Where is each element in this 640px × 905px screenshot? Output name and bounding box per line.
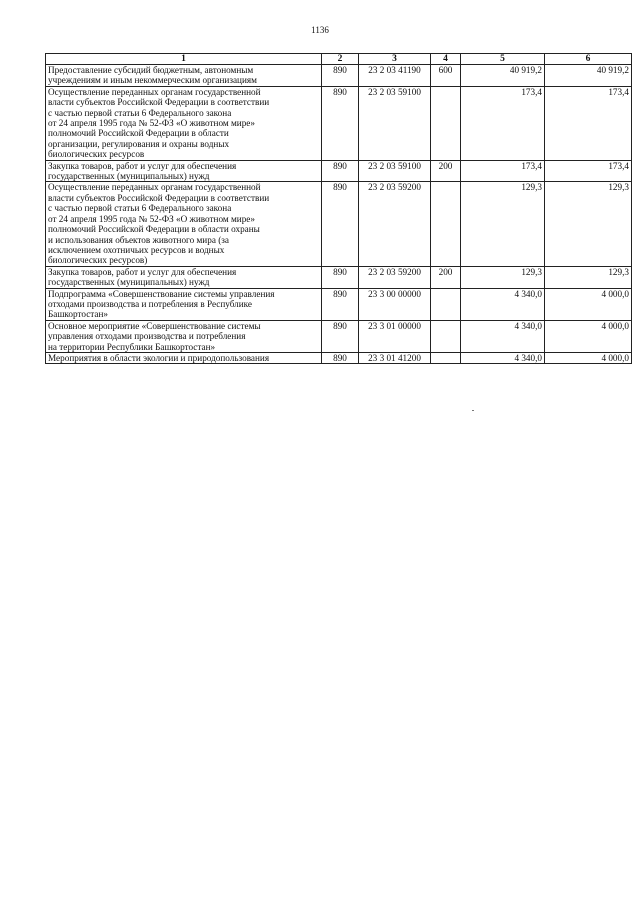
cell-name-line: с частью первой статьи 6 Федерального закона [48, 203, 232, 214]
cell-value2: 129,3 [545, 266, 632, 288]
column-header-value1: 5 [461, 54, 545, 65]
cell-name-line: отходами производства и потребления в Республике [48, 298, 252, 309]
cell-type: 200 [431, 160, 461, 182]
cell-section: 23 2 03 41190 [359, 65, 431, 87]
cell-type [431, 320, 461, 352]
cell-name-line: Башкортостан» [48, 309, 109, 320]
cell-name-line: власти субъектов Российской Федерации в соответствии [48, 97, 270, 108]
cell-section: 23 3 00 00000 [359, 288, 431, 320]
cell-name-line: Предоставление субсидий бюджетным, автономным [48, 65, 254, 75]
cell-name-line: Закупка товаров, работ и услуг для обеспечения [48, 160, 237, 171]
column-header-code: 2 [322, 54, 359, 65]
cell-value2: 173,4 [545, 86, 632, 160]
table-row [46, 288, 632, 320]
table-row [46, 266, 632, 288]
cell-value1: 4 340,0 [461, 320, 545, 352]
cell-name-line: Подпрограмма «Совершенствование системы управления [48, 288, 275, 299]
cell-value2: 173,4 [545, 160, 632, 182]
cell-type [431, 86, 461, 160]
cell-name-line: биологических ресурсов) [48, 255, 148, 266]
table-header-row [46, 54, 632, 65]
cell-name-line: от 24 апреля 1995 года № 52-ФЗ «О животном мире» [48, 213, 255, 224]
column-header-name: 1 [46, 54, 322, 65]
cell-name-line: государственных (муниципальных) нужд [48, 277, 210, 288]
cell-name-line: власти субъектов Российской Федерации в соответствии [48, 192, 270, 203]
cell-name [46, 65, 322, 87]
cell-name-line: от 24 апреля 1995 года № 52-ФЗ «О животном мире» [48, 118, 255, 129]
cell-code: 890 [322, 288, 359, 320]
table-row [46, 160, 632, 182]
cell-code: 890 [322, 320, 359, 352]
cell-name-line: на территории Республики Башкортостан» [48, 341, 216, 352]
cell-name [46, 86, 322, 160]
cell-value1: 129,3 [461, 182, 545, 266]
cell-section: 23 2 03 59100 [359, 86, 431, 160]
cell-name-line: с частью первой статьи 6 Федерального закона [48, 107, 232, 118]
cell-name-line: Закупка товаров, работ и услуг для обеспечения [48, 266, 237, 277]
cell-type [431, 352, 461, 363]
cell-section: 23 3 01 00000 [359, 320, 431, 352]
table-row [46, 182, 632, 266]
cell-name [46, 288, 322, 320]
cell-name-line: биологических ресурсов [48, 149, 145, 160]
cell-code: 890 [322, 160, 359, 182]
cell-name [46, 160, 322, 182]
cell-type: 600 [431, 65, 461, 87]
cell-value2: 40 919,2 [545, 65, 632, 87]
cell-name-line: организации, регулирования и охраны водных [48, 138, 230, 149]
cell-type: 200 [431, 266, 461, 288]
cell-value2: 4 000,0 [545, 352, 632, 363]
cell-value1: 4 340,0 [461, 352, 545, 363]
cell-value2: 4 000,0 [545, 320, 632, 352]
cell-value1: 129,3 [461, 266, 545, 288]
cell-name-line: Основное мероприятие «Совершенствование системы [48, 320, 261, 331]
cell-code: 890 [322, 86, 359, 160]
cell-section: 23 2 03 59100 [359, 160, 431, 182]
cell-value1: 173,4 [461, 160, 545, 182]
column-header-section: 3 [359, 54, 431, 65]
cell-name-line: Осуществление переданных органам государственной [48, 182, 261, 193]
cell-code: 890 [322, 266, 359, 288]
column-header-value2: 6 [545, 54, 632, 65]
cell-name [46, 352, 322, 363]
scan-speck [472, 410, 474, 411]
cell-value1: 4 340,0 [461, 288, 545, 320]
cell-value2: 4 000,0 [545, 288, 632, 320]
cell-section: 23 2 03 59200 [359, 266, 431, 288]
budget-table [45, 53, 632, 364]
cell-name-line: исключением охотничьих ресурсов и водных [48, 244, 225, 255]
cell-name-line: государственных (муниципальных) нужд [48, 171, 210, 182]
cell-code: 890 [322, 182, 359, 266]
cell-value2: 129,3 [545, 182, 632, 266]
cell-name-line: Мероприятия в области экологии и природопользования [48, 352, 270, 363]
cell-name-line: Осуществление переданных органам государственной [48, 86, 261, 97]
cell-name-line: полномочий Российской Федерации в области [48, 128, 229, 139]
cell-code: 890 [322, 352, 359, 363]
table-row [46, 320, 632, 352]
cell-name [46, 182, 322, 266]
cell-name-line: управления отходами производства и потребления [48, 331, 246, 342]
table-row [46, 65, 632, 87]
page-number: 1136 [311, 25, 329, 35]
cell-value1: 173,4 [461, 86, 545, 160]
cell-value1: 40 919,2 [461, 65, 545, 87]
column-header-type: 4 [431, 54, 461, 65]
cell-name-line: и использования объектов животного мира (за [48, 234, 229, 245]
cell-name [46, 266, 322, 288]
cell-name [46, 320, 322, 352]
cell-name-line: учреждениям и иным некоммерческим организациям [48, 75, 257, 86]
table-row [46, 86, 632, 160]
cell-name-line: полномочий Российской Федерации в области охраны [48, 224, 260, 235]
cell-section: 23 3 01 41200 [359, 352, 431, 363]
cell-type [431, 288, 461, 320]
cell-section: 23 2 03 59200 [359, 182, 431, 266]
table-row [46, 352, 632, 363]
table-body [46, 65, 632, 364]
cell-code: 890 [322, 65, 359, 87]
cell-type [431, 182, 461, 266]
